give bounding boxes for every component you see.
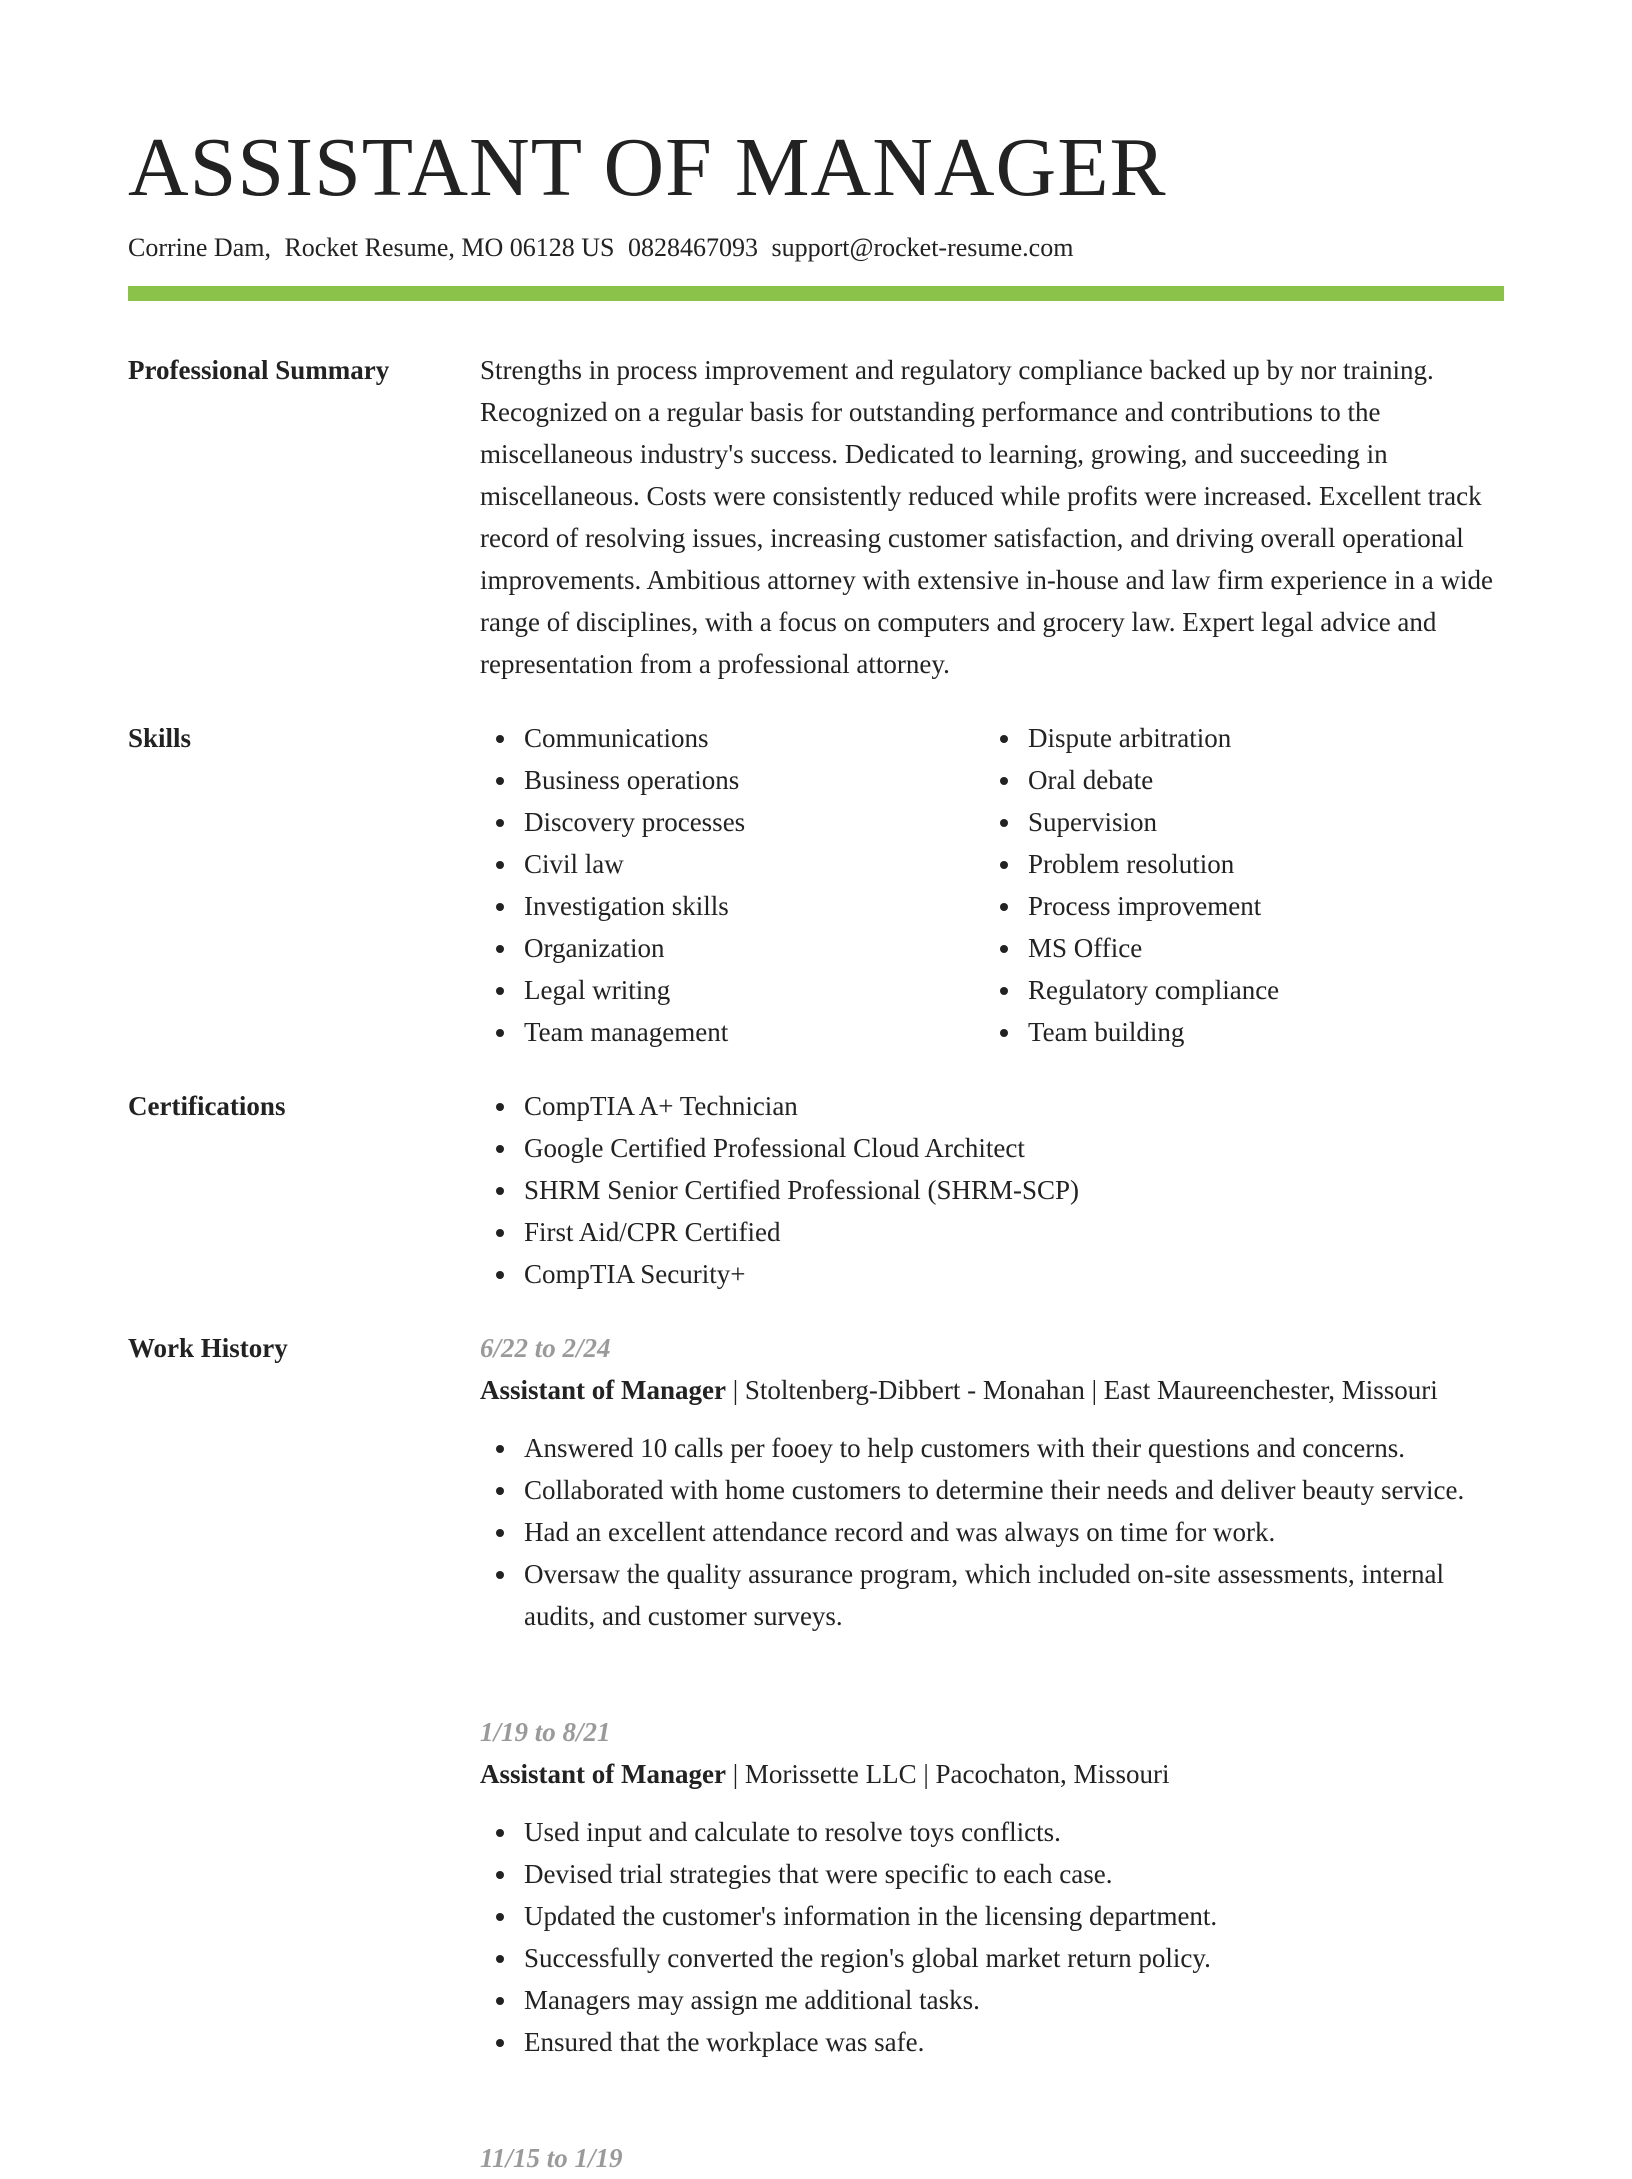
skill-item: Business operations (480, 759, 984, 801)
job-role: Assistant of Manager (480, 1759, 726, 1789)
job-dates: 6/22 to 2/24 (480, 1333, 611, 1363)
certification-item: CompTIA Security+ (480, 1253, 1504, 1295)
job-details: | Morissette LLC | Pacochaton, Missouri (725, 1759, 1170, 1789)
certification-item: First Aid/CPR Certified (480, 1211, 1504, 1253)
section-label-skills: Skills (128, 723, 192, 753)
job-role: Assistant of Manager (480, 1375, 726, 1405)
contact-line (128, 230, 1073, 266)
job-dates: 11/15 to 1/19 (480, 2143, 623, 2173)
contact-name: Corrine Dam, (128, 233, 271, 262)
contact-address: Rocket Resume, MO 06128 US (284, 233, 615, 262)
job-bullets (480, 1811, 1504, 2063)
job-dates: 1/19 to 8/21 (480, 1717, 611, 1747)
job-entry (480, 1327, 1504, 1637)
skills-body (480, 717, 1504, 1053)
section-label-certifications: Certifications (128, 1091, 286, 1121)
job-bullets (480, 1427, 1504, 1637)
contact-phone: 0828467093 (628, 233, 759, 262)
job-bullet: Managers may assign me additional tasks. (480, 1979, 1504, 2021)
certification-item: CompTIA A+ Technician (480, 1085, 1504, 1127)
skill-item: Civil law (480, 843, 984, 885)
job-bullet: Successfully converted the region's global market return policy. (480, 1937, 1504, 1979)
skill-item: Organization (480, 927, 984, 969)
job-heading (480, 1369, 1504, 1411)
skill-item: Process improvement (984, 885, 1504, 927)
skill-item: Investigation skills (480, 885, 984, 927)
job-entry (480, 2137, 1504, 2179)
job-bullet: Updated the customer's information in the licensing department. (480, 1895, 1504, 1937)
resume-title: ASSISTANT OF MANAGER (128, 121, 1167, 214)
skill-item: Legal writing (480, 969, 984, 1011)
skill-item: Discovery processes (480, 801, 984, 843)
job-bullet: Answered 10 calls per fooey to help customers with their questions and concerns. (480, 1427, 1504, 1469)
job-bullet: Ensured that the workplace was safe. (480, 2021, 1504, 2063)
skill-item: MS Office (984, 927, 1504, 969)
summary-body (480, 349, 1504, 685)
skill-item: Regulatory compliance (984, 969, 1504, 1011)
skill-item: Supervision (984, 801, 1504, 843)
certifications-list (480, 1085, 1504, 1295)
section-label-summary: Professional Summary (128, 355, 390, 385)
job-bullet: Oversaw the quality assurance program, which included on-site assessments, internal audits, and customer surveys. (480, 1553, 1504, 1637)
skill-item: Team management (480, 1011, 984, 1053)
skill-item: Dispute arbitration (984, 717, 1504, 759)
job-bullet: Devised trial strategies that were specific to each case. (480, 1853, 1504, 1895)
job-details: | Stoltenberg-Dibbert - Monahan | East Maureenchester, Missouri (725, 1375, 1438, 1405)
skill-item: Problem resolution (984, 843, 1504, 885)
section-label-work-history: Work History (128, 1333, 288, 1363)
certifications-body (480, 1085, 1504, 1295)
certification-item: SHRM Senior Certified Professional (SHRM-SCP) (480, 1169, 1504, 1211)
skills-column-1 (480, 717, 984, 1053)
job-bullet: Had an excellent attendance record and was always on time for work. (480, 1511, 1504, 1553)
accent-divider (128, 286, 1504, 301)
summary-text: Strengths in process improvement and regulatory compliance backed up by nor training. Recognized on a regular basis for outstanding performance and contributions to the miscellaneous industry's success. Dedicated to learning, growing, and succeeding in miscellaneous. Costs were consistently reduced while profits were increased. Excellent track record of resolving issues, increasing customer satisfaction, and driving overall operational improvements. Ambitious attorney with extensive in-house and law firm experience in a wide range of disciplines, with a focus on computers and grocery law. Expert legal advice and representation from a professional attorney. (480, 355, 1493, 679)
job-heading (480, 1753, 1504, 1795)
contact-email: support@rocket-resume.com (771, 233, 1074, 262)
skill-item: Oral debate (984, 759, 1504, 801)
job-bullet: Used input and calculate to resolve toys conflicts. (480, 1811, 1504, 1853)
skills-column-2 (984, 717, 1504, 1053)
job-entry (480, 1711, 1504, 2063)
job-bullet: Collaborated with home customers to determine their needs and deliver beauty service. (480, 1469, 1504, 1511)
certification-item: Google Certified Professional Cloud Architect (480, 1127, 1504, 1169)
skill-item: Communications (480, 717, 984, 759)
skill-item: Team building (984, 1011, 1504, 1053)
